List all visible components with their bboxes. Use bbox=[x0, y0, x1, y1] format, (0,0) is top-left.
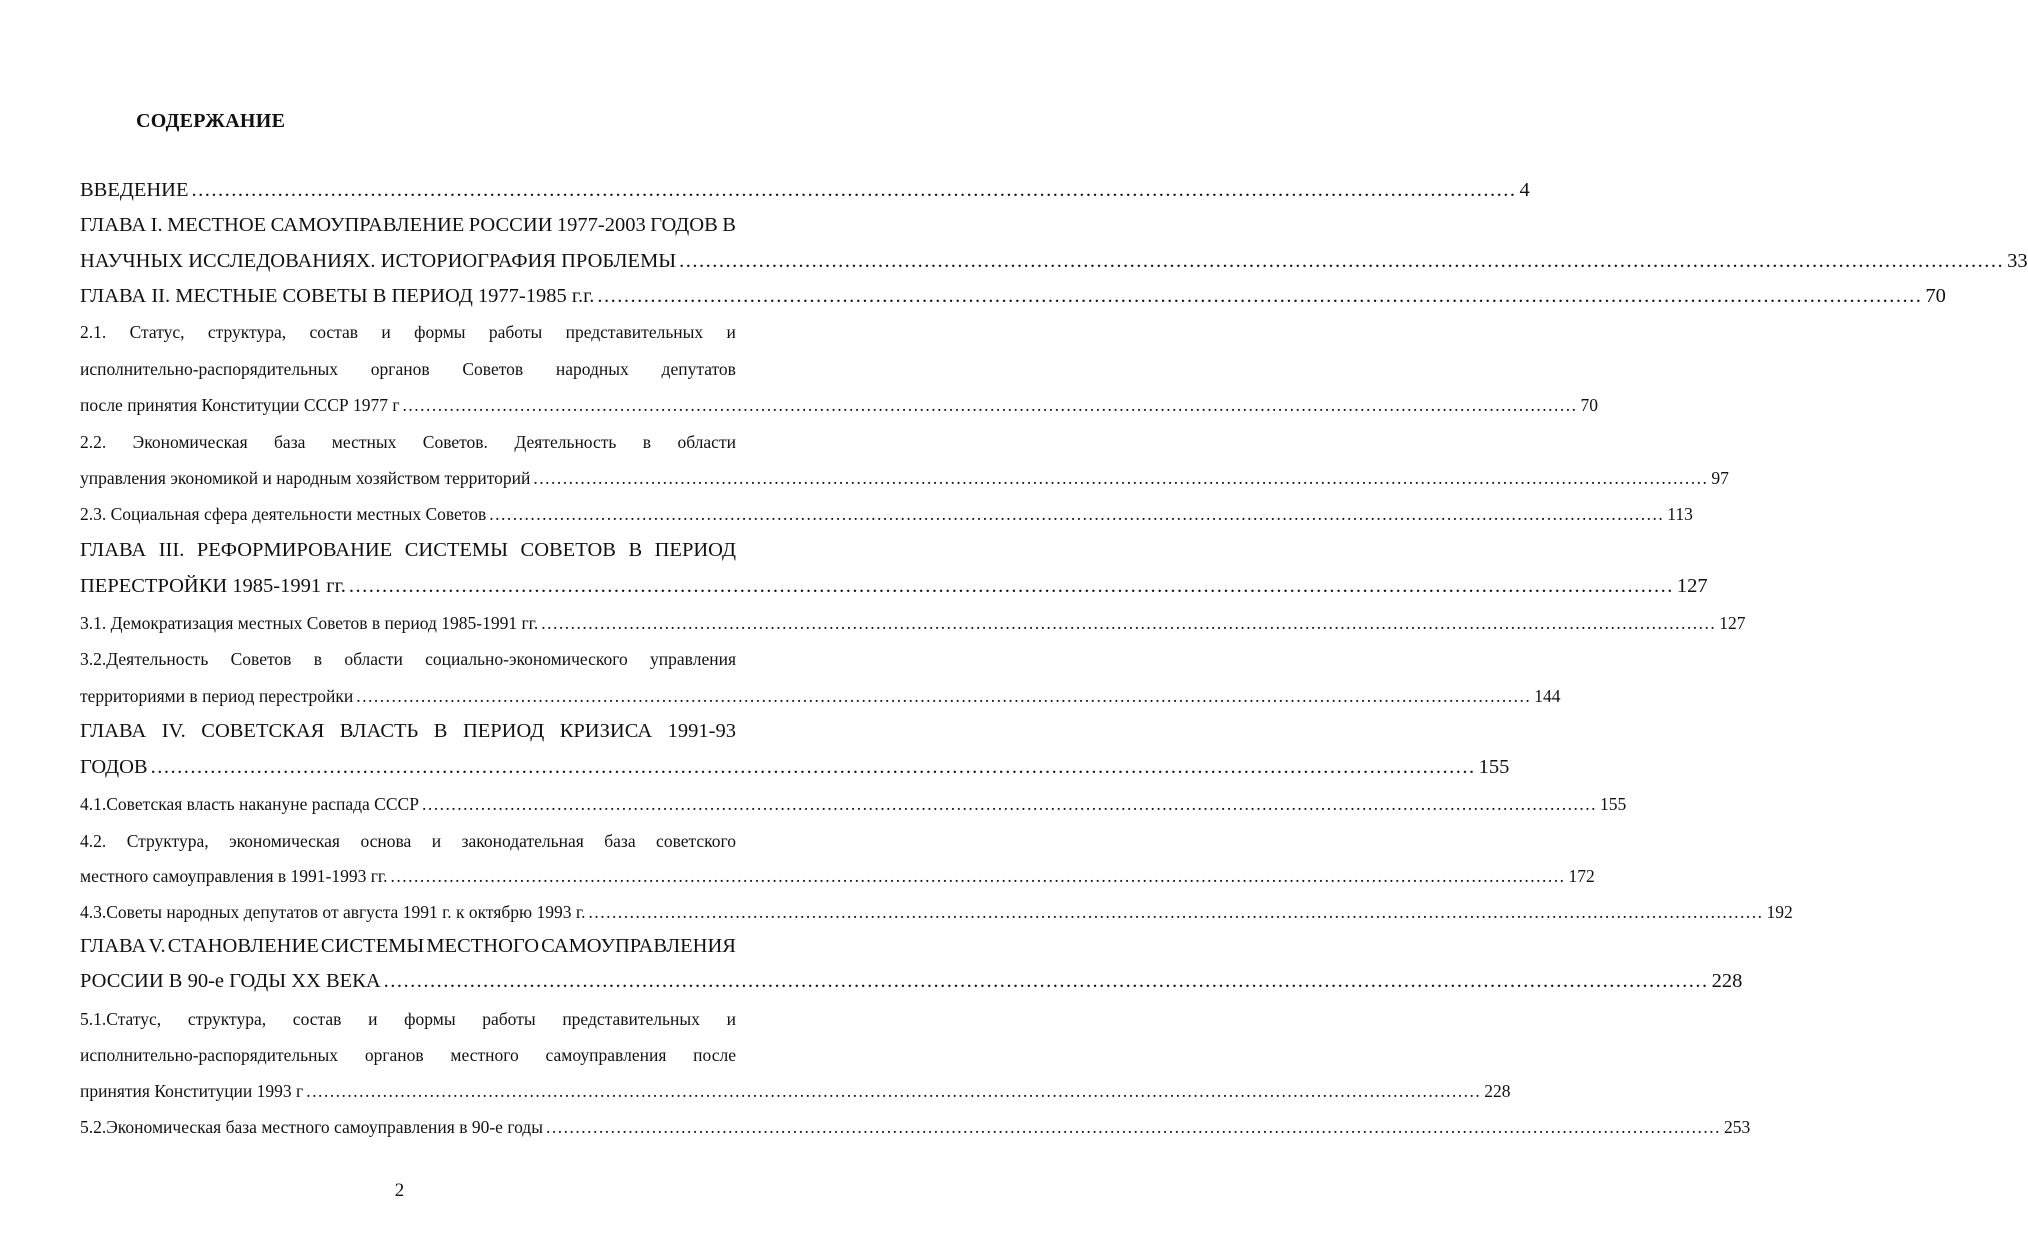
toc-page-number: 113 bbox=[1667, 504, 1693, 524]
toc-line-word: 2.2. bbox=[80, 432, 107, 452]
toc-line bbox=[80, 1108, 1751, 1138]
toc-line bbox=[80, 677, 1561, 707]
toc-line-word: В bbox=[722, 214, 736, 236]
toc-page-number: 127 bbox=[1676, 575, 1708, 597]
toc-line-word: советского bbox=[656, 831, 736, 851]
toc-line-word: Статус, bbox=[129, 322, 185, 342]
toc-line bbox=[80, 749, 1510, 779]
toc-line bbox=[80, 532, 736, 562]
toc-leader-dots: ........................................................................................................................................................................................................ bbox=[348, 575, 1674, 597]
toc-leader-dots: ........................................................................................................................................................................................................ bbox=[191, 179, 1517, 201]
toc-line-word: ГОДОВ bbox=[650, 214, 718, 236]
toc-line-text: 2.3. Социальная сфера деятельности местных Советов bbox=[80, 504, 487, 524]
toc-line-word: работы bbox=[488, 322, 543, 342]
toc-line-text: РОССИИ В 90-е ГОДЫ XX ВЕКА bbox=[80, 970, 381, 992]
toc-line-word: экономическая bbox=[229, 831, 340, 851]
toc-line bbox=[80, 278, 1946, 308]
toc-line-word: управления bbox=[650, 649, 736, 669]
toc-line-word: Советов bbox=[230, 649, 292, 669]
toc-line-word: самоуправления bbox=[545, 1045, 667, 1065]
toc-line-word: РОССИИ bbox=[468, 214, 553, 236]
toc-line-word: 1991-93 bbox=[667, 720, 736, 742]
toc-line-word: база bbox=[604, 831, 636, 851]
toc-line-word: области bbox=[344, 649, 403, 669]
toc-leader-dots: ........................................................................................................................................................................................................ bbox=[489, 504, 1665, 524]
toc-line bbox=[80, 1000, 736, 1030]
toc-line-word: МЕСТНОЕ bbox=[167, 214, 267, 236]
toc-line bbox=[80, 243, 2028, 273]
toc-line-word: СТАНОВЛЕНИЕ bbox=[167, 935, 319, 957]
toc-page-number: 127 bbox=[1719, 613, 1746, 633]
toc-page-number: 253 bbox=[1723, 1117, 1751, 1137]
toc-line bbox=[80, 568, 1708, 598]
toc-line bbox=[80, 893, 1793, 923]
toc-line-word: народных bbox=[555, 359, 629, 379]
toc-line-word: СИСТЕМЫ bbox=[404, 539, 509, 561]
toc-line-text: после принятия Конституции СССР 1977 г bbox=[80, 395, 400, 415]
toc-line-word: СИСТЕМЫ bbox=[320, 935, 425, 957]
toc-line bbox=[80, 785, 1627, 815]
toc-line bbox=[80, 713, 736, 743]
toc-line-word: СОВЕТСКАЯ bbox=[201, 720, 325, 742]
toc-line bbox=[80, 423, 736, 453]
toc-line-word: база bbox=[274, 432, 306, 452]
toc-line-word: 4.2. bbox=[80, 831, 107, 851]
toc-line-text: ВВЕДЕНИЕ bbox=[80, 179, 189, 201]
toc-line bbox=[80, 1072, 1511, 1102]
toc-page-number: 144 bbox=[1534, 686, 1561, 706]
toc-line-word: и bbox=[726, 1009, 736, 1029]
toc-line-word: исполнительно-распорядительных bbox=[80, 359, 339, 379]
toc-leader-dots: ........................................................................................................................................................................................................ bbox=[597, 285, 1923, 307]
toc-page-number: 97 bbox=[1711, 468, 1729, 488]
toc-line-word: III. bbox=[158, 539, 185, 561]
toc-page-number: 70 bbox=[1925, 285, 1946, 307]
toc-page-number: 228 bbox=[1484, 1081, 1511, 1101]
toc-line-word: местного bbox=[450, 1045, 519, 1065]
toc-line-text: 3.1. Демократизация местных Советов в период 1985-1991 гг. bbox=[80, 613, 539, 633]
toc-leader-dots: ........................................................................................................................................................................................................ bbox=[679, 250, 2005, 272]
toc-page-number: 172 bbox=[1568, 866, 1595, 886]
toc-line-text: 4.3.Советы народных депутатов от августа 1991 г. к октябрю 1993 г. bbox=[80, 902, 586, 922]
toc-line-word: в bbox=[313, 649, 322, 669]
toc-line bbox=[80, 640, 736, 670]
toc-line-word: ПЕРИОД bbox=[654, 539, 736, 561]
toc-line-word: ГЛАВА bbox=[80, 539, 147, 561]
toc-line-text: ПЕРЕСТРОЙКИ 1985-1991 гг. bbox=[80, 575, 346, 597]
toc-line bbox=[80, 459, 1729, 489]
toc-line-word: формы bbox=[414, 322, 466, 342]
toc-line bbox=[80, 207, 736, 237]
toc-leader-dots: ........................................................................................................................................................................................................ bbox=[533, 468, 1709, 488]
toc-line-word: состав bbox=[292, 1009, 342, 1029]
toc-line bbox=[80, 822, 736, 852]
toc-line-word: области bbox=[677, 432, 736, 452]
toc-line-text: местного самоуправления в 1991-1993 гг. bbox=[80, 866, 388, 886]
toc-line-word: исполнительно-распорядительных bbox=[80, 1045, 339, 1065]
toc-line-word: 1977-2003 bbox=[556, 214, 646, 236]
toc-line-word: Советов. bbox=[422, 432, 488, 452]
toc-line-text: 5.2.Экономическая база местного самоуправления в 90-е годы bbox=[80, 1117, 543, 1137]
toc-leader-dots: ........................................................................................................................................................................................................ bbox=[541, 613, 1717, 633]
toc-line-word: Деятельность bbox=[514, 432, 617, 452]
toc-line-word: САМОУПРАВЛЕНИЯ bbox=[541, 935, 736, 957]
toc-leader-dots: ........................................................................................................................................................................................................ bbox=[150, 756, 1476, 778]
toc-line-word: основа bbox=[360, 831, 412, 851]
toc-line bbox=[80, 495, 1693, 525]
toc-page-number: 33 bbox=[2007, 250, 2028, 272]
toc-line-word: Экономическая bbox=[132, 432, 248, 452]
toc-line bbox=[80, 350, 736, 380]
toc-line-word: депутатов bbox=[661, 359, 736, 379]
toc-line bbox=[80, 313, 736, 343]
toc-line-word: 5.1.Статус, bbox=[80, 1009, 162, 1029]
toc-line-word: социально-экономического bbox=[425, 649, 628, 669]
toc-leader-dots: ........................................................................................................................................................................................................ bbox=[383, 970, 1709, 992]
page-title: СОДЕРЖАНИЕ bbox=[136, 110, 286, 132]
toc-line-word: ГЛАВА bbox=[80, 935, 147, 957]
toc-line bbox=[80, 172, 1530, 202]
toc-line-word: V. bbox=[148, 935, 166, 957]
toc-line-word: после bbox=[693, 1045, 736, 1065]
toc-line-word: и bbox=[431, 831, 442, 851]
toc-line-word: представительных bbox=[562, 1009, 700, 1029]
toc-line-text: ГЛАВА II. МЕСТНЫЕ СОВЕТЫ В ПЕРИОД 1977-1985 г.г. bbox=[80, 285, 595, 307]
toc-line bbox=[80, 857, 1595, 887]
toc-line-text: НАУЧНЫХ ИССЛЕДОВАНИЯХ. ИСТОРИОГРАФИЯ ПРОБЛЕМЫ bbox=[80, 250, 677, 272]
toc-line-word: В bbox=[433, 720, 448, 742]
toc-line-text: территориями в период перестройки bbox=[80, 686, 354, 706]
toc-line-word: и bbox=[726, 322, 736, 342]
toc-leader-dots: ........................................................................................................................................................................................................ bbox=[356, 686, 1532, 706]
toc-page-number: 192 bbox=[1766, 902, 1793, 922]
toc-line-word: 2.1. bbox=[80, 322, 107, 342]
toc-page-number: 228 bbox=[1711, 970, 1743, 992]
toc-line-word: МЕСТНОГО bbox=[426, 935, 540, 957]
toc-line-text: принятия Конституции 1993 г bbox=[80, 1081, 304, 1101]
toc-leader-dots: ........................................................................................................................................................................................................ bbox=[545, 1117, 1721, 1137]
toc-line-word: ГЛАВА bbox=[80, 214, 147, 236]
toc-leader-dots: ........................................................................................................................................................................................................ bbox=[588, 902, 1764, 922]
toc-line bbox=[80, 963, 1743, 993]
toc-line-word: ГЛАВА bbox=[80, 720, 147, 742]
toc-line-word: Структура, bbox=[126, 831, 209, 851]
toc-line bbox=[80, 604, 1746, 634]
toc-line-text: ГОДОВ bbox=[80, 756, 148, 778]
toc-line-word: местных bbox=[331, 432, 397, 452]
toc-line-word: 3.2.Деятельность bbox=[80, 649, 209, 669]
toc-line-word: САМОУПРАВЛЕНИЕ bbox=[270, 214, 465, 236]
toc-line bbox=[80, 386, 1599, 416]
toc-line-word: органов bbox=[364, 1045, 424, 1065]
toc-line-word: РЕФОРМИРОВАНИЕ bbox=[196, 539, 393, 561]
toc-leader-dots: ........................................................................................................................................................................................................ bbox=[390, 866, 1566, 886]
toc-leader-dots: ........................................................................................................................................................................................................ bbox=[306, 1081, 1482, 1101]
toc-line-word: законодательная bbox=[461, 831, 584, 851]
toc-line-word: КРИЗИСА bbox=[559, 720, 653, 742]
toc-line-word: представительных bbox=[565, 322, 704, 342]
toc-line-word: и bbox=[368, 1009, 378, 1029]
toc-line-word: работы bbox=[482, 1009, 536, 1029]
toc-line-word: IV. bbox=[161, 720, 186, 742]
toc-page-number: 155 bbox=[1599, 794, 1627, 814]
toc-line-word: и bbox=[381, 322, 391, 342]
toc-page-number: 70 bbox=[1580, 395, 1599, 415]
toc-line-word: формы bbox=[404, 1009, 456, 1029]
toc-line-word: структура, bbox=[207, 322, 287, 342]
toc-line-word: ВЛАСТЬ bbox=[339, 720, 419, 742]
toc-line-word: органов bbox=[370, 359, 430, 379]
toc-page-number: 4 bbox=[1519, 179, 1530, 201]
toc-leader-dots: ........................................................................................................................................................................................................ bbox=[421, 794, 1597, 814]
toc-line-word: состав bbox=[309, 322, 359, 342]
toc-line-word: I. bbox=[150, 214, 163, 236]
toc-line-word: ПЕРИОД bbox=[462, 720, 545, 742]
toc-line-text: 4.1.Советская власть накануне распада СССР bbox=[80, 794, 419, 814]
toc-line bbox=[80, 928, 736, 958]
page-number: 2 bbox=[394, 1180, 405, 1201]
toc-line-word: В bbox=[628, 539, 643, 561]
toc-line-word: СОВЕТОВ bbox=[520, 539, 616, 561]
toc-leader-dots: ........................................................................................................................................................................................................ bbox=[402, 395, 1578, 415]
toc-line-word: структура, bbox=[187, 1009, 267, 1029]
toc-line bbox=[80, 1036, 736, 1066]
toc-line-word: в bbox=[642, 432, 652, 452]
toc-line-word: Советов bbox=[462, 359, 524, 379]
toc-page-number: 155 bbox=[1478, 756, 1510, 778]
toc-line-text: управления экономикой и народным хозяйством территорий bbox=[80, 468, 531, 488]
